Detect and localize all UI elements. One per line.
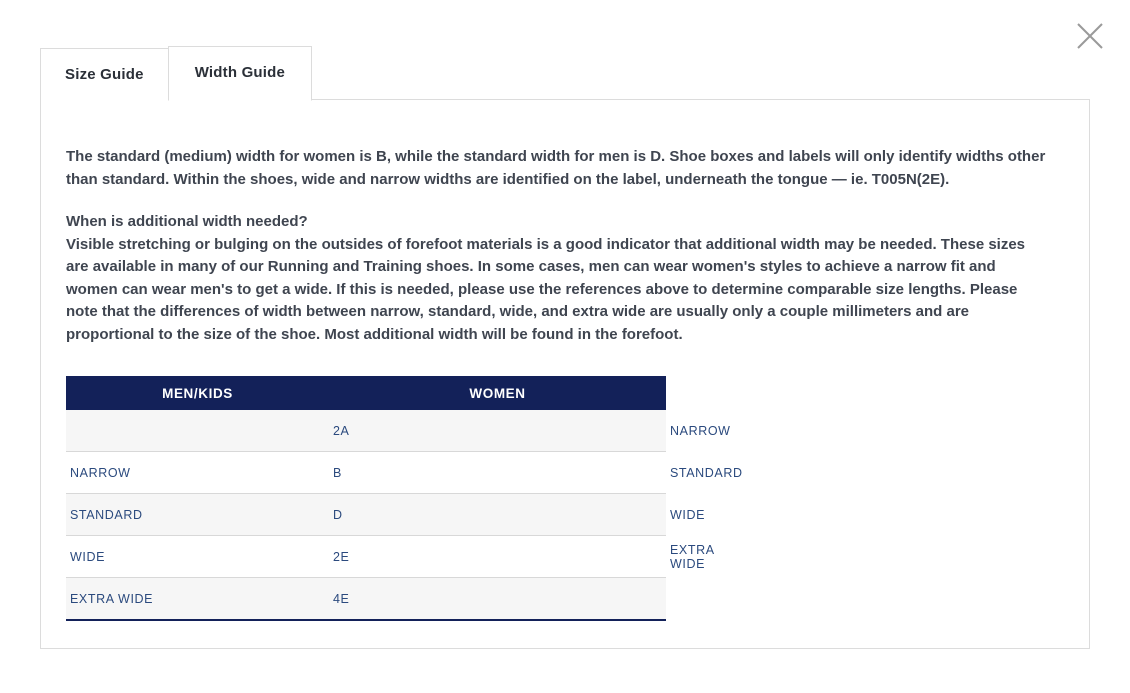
- table-row: WIDE 2E EXTRA WIDE: [66, 536, 666, 578]
- body-paragraph: Visible stretching or bulging on the outsides of forefoot materials is a good indicator that additional width may be needed. These sizes are available in many of our Running and Training shoes. In some cases, men can wear women's styles to achieve a narrow fit and women can wear men's to get a wide. If this is needed, please use the references above to determine comparable size lengths. Please note that the differences of width between narrow, standard, wide, and extra wide are usually only a couple millimeters and are proportional to the size of the shoe. Most additional width will be found in the forefoot.: [66, 235, 1026, 343]
- paragraph-spacer: [66, 191, 1084, 211]
- tab-list: [40, 46, 312, 101]
- close-icon[interactable]: [1072, 18, 1108, 54]
- cell-width-code: 2E: [329, 536, 666, 578]
- table-body: [66, 410, 743, 620]
- column-header-women: WOMEN: [329, 376, 666, 410]
- cell-men-width: [66, 410, 329, 452]
- table-head: [66, 376, 666, 410]
- tab-width-guide[interactable]: [168, 46, 312, 101]
- cell-width-code: 4E: [329, 578, 666, 621]
- table-header-row: [66, 376, 666, 410]
- table-row: 2A NARROW: [66, 410, 666, 452]
- width-guide-panel: [40, 99, 1090, 649]
- cell-men-width: EXTRA WIDE: [66, 578, 329, 621]
- cell-men-width: NARROW: [66, 452, 329, 494]
- table-row: NARROW B STANDARD: [66, 452, 666, 494]
- column-header-men-kids: MEN/KIDS: [66, 376, 329, 410]
- table-row: [66, 578, 666, 621]
- cell-width-code: 2A: [329, 410, 666, 452]
- cell-width-code: B: [329, 452, 666, 494]
- table-row: STANDARD D WIDE: [66, 494, 666, 536]
- width-conversion-table: [66, 376, 743, 621]
- tab-width-guide-label: Width Guide: [194, 64, 286, 81]
- tab-size-guide[interactable]: [40, 48, 168, 101]
- additional-width-subheading: When is additional width needed?: [66, 213, 308, 230]
- cell-men-width: STANDARD: [66, 494, 329, 536]
- panel-content: [66, 146, 1084, 621]
- cell-men-width: WIDE: [66, 536, 329, 578]
- intro-paragraph: The standard (medium) width for women is B, while the standard width for men is D. Shoe boxes and labels will only identify widths other than standard. Within the shoes, wide and narrow widths are identified on the label, underneath the tongue — ie. T005N(2E).: [66, 148, 1046, 188]
- tab-size-guide-label: Size Guide: [65, 66, 144, 83]
- cell-width-code: D: [329, 494, 666, 536]
